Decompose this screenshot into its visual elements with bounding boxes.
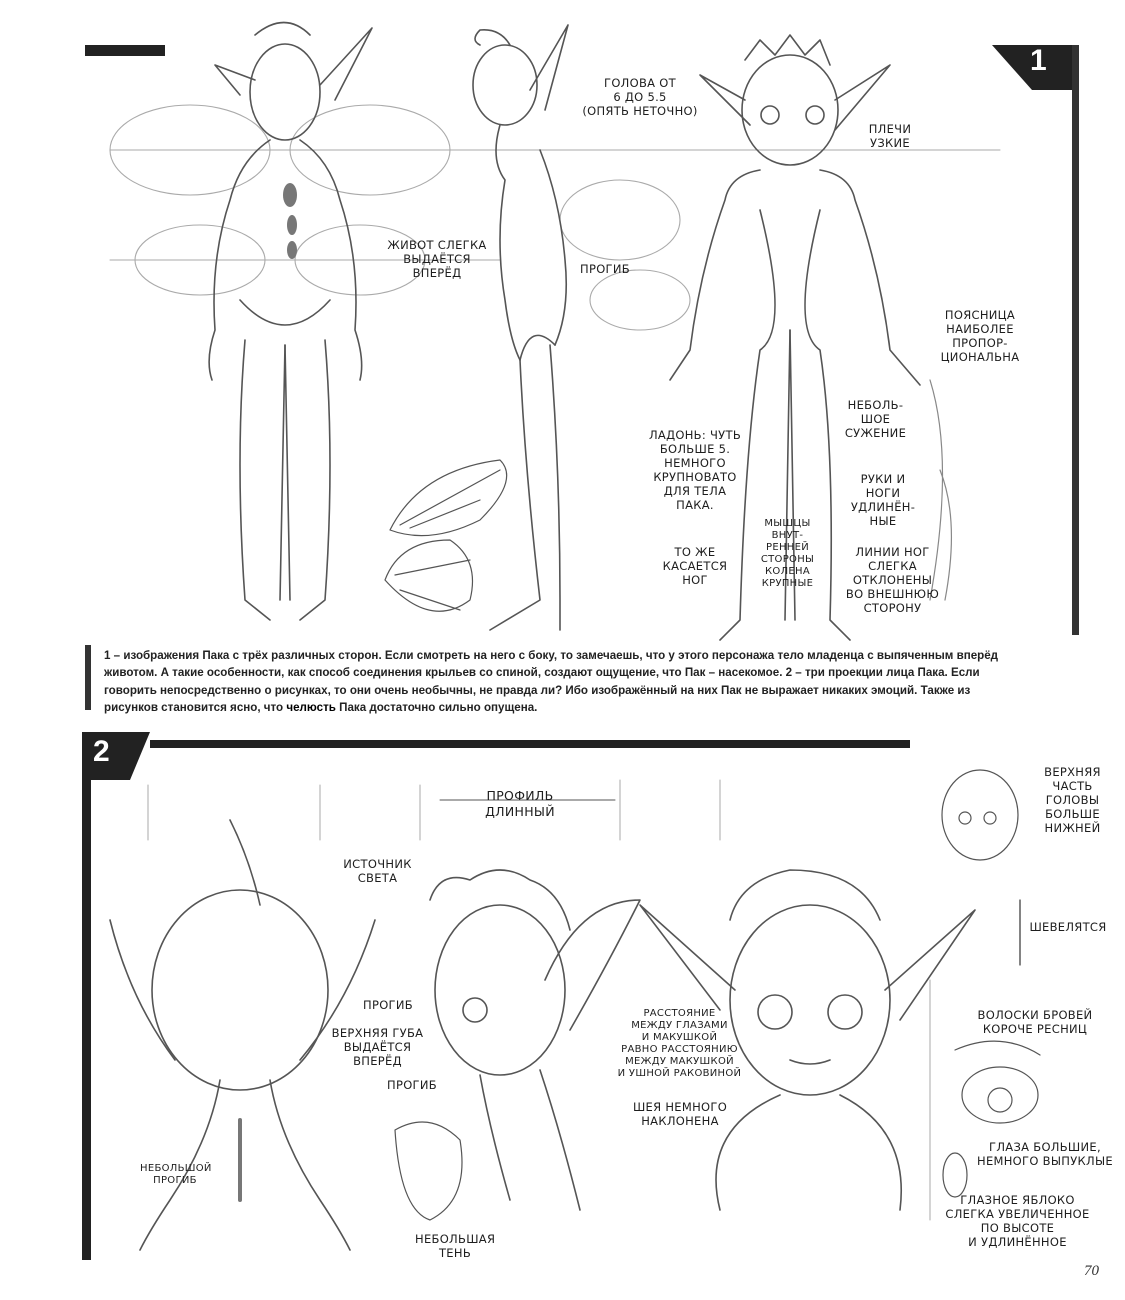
- page-number: 70: [1084, 1263, 1099, 1279]
- label-line: ВПЕРЁД: [353, 1054, 402, 1068]
- label-knee-muscles: [755, 518, 820, 590]
- section-2-number: 2: [93, 735, 110, 768]
- label-line: ВПЕРЁД: [412, 266, 462, 280]
- label-line: МЫШЦЫ: [764, 518, 811, 529]
- label-line: ШОЕ: [860, 412, 891, 426]
- label-line: ВЕРХНЯЯ ГУБА: [331, 1026, 424, 1040]
- label-line: СТОРОНЫ: [760, 554, 815, 565]
- label-line: СЛЕГКА УВЕЛИЧЕННОЕ: [945, 1207, 1090, 1221]
- label-line: ДЛИННЫЙ: [485, 804, 555, 819]
- label-palm: [640, 428, 750, 512]
- label-line: МЕЖДУ ГЛАЗАМИ: [631, 1020, 728, 1031]
- label-line: ОТКЛОНЕНЫ: [852, 573, 933, 587]
- label-line: ТО ЖЕ: [674, 545, 716, 559]
- label-line: И МАКУШКОЙ: [641, 1032, 718, 1043]
- label-line: ГОЛОВЫ: [1045, 793, 1100, 807]
- label-line: ИСТОЧНИК: [343, 857, 412, 871]
- label-line: НЕМНОГО ВЫПУКЛЫЕ: [977, 1154, 1113, 1168]
- detail-sketches: [395, 770, 1040, 1220]
- caption-text-end: Пака достаточно сильно опущена.: [335, 701, 538, 715]
- label-light-source: [335, 857, 420, 885]
- label-line: ПРОГИБ: [580, 262, 630, 276]
- label-line: УДЛИНЁН-: [850, 500, 916, 514]
- label-line: 6 ДО 5.5: [613, 90, 667, 104]
- label-line: ЛАДОНЬ: ЧУТЬ: [648, 428, 742, 442]
- label-line: НОГ: [682, 573, 708, 587]
- label-line: КОРОЧЕ РЕСНИЦ: [982, 1022, 1088, 1036]
- label-bend-chin: [382, 1078, 442, 1092]
- label-taper: [838, 398, 913, 440]
- label-line: РАВНО РАССТОЯНИЮ: [621, 1044, 738, 1055]
- label-line: И УШНОЙ РАКОВИНОЙ: [617, 1068, 742, 1079]
- label-line: БОЛЬШЕ: [1045, 807, 1100, 821]
- label-line: ЛИНИИ НОГ: [855, 545, 930, 559]
- label-line: И УДЛИНЁННОЕ: [968, 1235, 1067, 1249]
- label-line: ПО ВЫСОТЕ: [980, 1221, 1055, 1235]
- label-line: СЛЕГКА: [868, 559, 917, 573]
- label-line: КРУПНОВАТО: [653, 470, 737, 484]
- label-small-bend: [140, 1163, 210, 1187]
- label-line: ПЛЕЧИ: [868, 122, 912, 136]
- label-line: КОЛЕНА: [765, 566, 810, 577]
- label-limbs: [848, 472, 918, 528]
- label-ears-move: [1028, 920, 1108, 934]
- label-brows: [975, 1008, 1095, 1036]
- label-line: БОЛЬШЕ 5.: [659, 442, 731, 456]
- label-line: КРУПНЫЕ: [761, 578, 814, 589]
- label-line: ПРОГИБ: [153, 1175, 197, 1186]
- label-belly: [382, 238, 492, 280]
- label-head-proportion: [580, 76, 700, 118]
- label-waist: [935, 308, 1025, 364]
- label-line: ВЫДАЁТСЯ: [403, 252, 471, 266]
- label-line: КАСАЕТСЯ: [662, 559, 728, 573]
- label-line: ШЕЯ НЕМНОГО: [632, 1100, 728, 1114]
- label-line: ПРОГИБ: [363, 998, 413, 1012]
- label-leg-lines: [840, 545, 945, 615]
- label-line: ГЛАЗНОЕ ЯБЛОКО: [960, 1193, 1075, 1207]
- label-line: ЦИОНАЛЬНА: [940, 350, 1020, 364]
- label-line: СТОРОНУ: [863, 601, 922, 615]
- label-small-shadow: [415, 1232, 495, 1260]
- label-line: ВЫДАЁТСЯ: [343, 1040, 412, 1054]
- label-line: НАИБОЛЕЕ: [946, 322, 1014, 336]
- label-line: ШЕВЕЛЯТСЯ: [1029, 920, 1107, 934]
- label-eye-distance: [612, 1008, 747, 1080]
- label-line: ВОЛОСКИ БРОВЕЙ: [977, 1008, 1093, 1022]
- label-line: НЕМНОГО: [664, 456, 726, 470]
- label-line: СВЕТА: [357, 871, 398, 885]
- label-line: ВО ВНЕШНЮЮ: [845, 587, 940, 601]
- caption-text: 1 – изображения Пака с трёх различных сторон. Если смотреть на него с боку, то замечаешь, что у этого персонажа тело младенца с выпяченным вперёд животом. А такие особенности, как способ соединения крыльев со спиной, создают ощущение, что Пак – насекомое. 2 – три проекции лица Пака. Если говорить непосредственно о рисунках, то они очень необычны, не правда ли? Ибо изображённый на них Пак не выражает никаких эмоций. Также из рисунков становится ясно, что: [104, 649, 999, 715]
- panel-2-guides: [148, 780, 930, 1220]
- label-line: НЕБОЛЬШАЯ: [415, 1232, 496, 1246]
- label-line: НАКЛОНЕНА: [641, 1114, 719, 1128]
- label-line: (ОПЯТЬ НЕТОЧНО): [582, 104, 698, 118]
- detached-wings: [385, 460, 507, 611]
- label-line: РАССТОЯНИЕ: [643, 1008, 716, 1019]
- label-line: ПРОГИБ: [387, 1078, 437, 1092]
- label-line: НЫЕ: [869, 514, 897, 528]
- label-line: ГОЛОВА ОТ: [604, 76, 676, 90]
- label-line: ПАКА.: [676, 498, 714, 512]
- label-line: УЗКИЕ: [870, 136, 910, 150]
- figure-caption: [104, 647, 1024, 717]
- label-bend-side: [570, 262, 640, 276]
- label-shoulders: [860, 122, 920, 150]
- label-line: ГЛАЗА БОЛЬШИЕ,: [989, 1140, 1101, 1154]
- label-line: ВЕРХНЯЯ: [1044, 765, 1101, 779]
- label-line: ВНУТ-: [771, 530, 804, 541]
- label-line: НОГИ: [865, 486, 901, 500]
- label-line: ПОЯСНИЦА: [944, 308, 1016, 322]
- label-line: ПРОФИЛЬ: [486, 788, 554, 803]
- label-upper-head: [1035, 765, 1110, 835]
- label-line: НЕБОЛЬ-: [847, 398, 904, 412]
- label-line: НЕБОЛЬШОЙ: [140, 1163, 212, 1174]
- label-line: РЕННЕЙ: [766, 542, 809, 553]
- label-line: ДЛЯ ТЕЛА: [663, 484, 727, 498]
- label-eyeball: [945, 1193, 1090, 1249]
- label-same-legs: [655, 545, 735, 587]
- caption-bold-term: челюсть: [286, 701, 336, 715]
- label-line: РУКИ И: [860, 472, 906, 486]
- label-line: НИЖНЕЙ: [1044, 821, 1101, 835]
- pak-side-view: [473, 25, 568, 630]
- label-line: ТЕНЬ: [438, 1246, 472, 1260]
- label-line: ЖИВОТ СЛЕГКА: [387, 238, 487, 252]
- section-1-number: 1: [1030, 44, 1047, 77]
- label-big-eyes: [975, 1140, 1115, 1168]
- label-line: МЕЖДУ МАКУШКОЙ: [625, 1056, 734, 1067]
- label-profile-long: [470, 788, 570, 820]
- label-line: ЧАСТЬ: [1052, 779, 1093, 793]
- label-upper-lip: [330, 1026, 425, 1068]
- label-neck: [630, 1100, 730, 1128]
- label-line: ПРОПОР-: [952, 336, 1008, 350]
- label-line: СУЖЕНИЕ: [844, 426, 907, 440]
- label-bend-head: [358, 998, 418, 1012]
